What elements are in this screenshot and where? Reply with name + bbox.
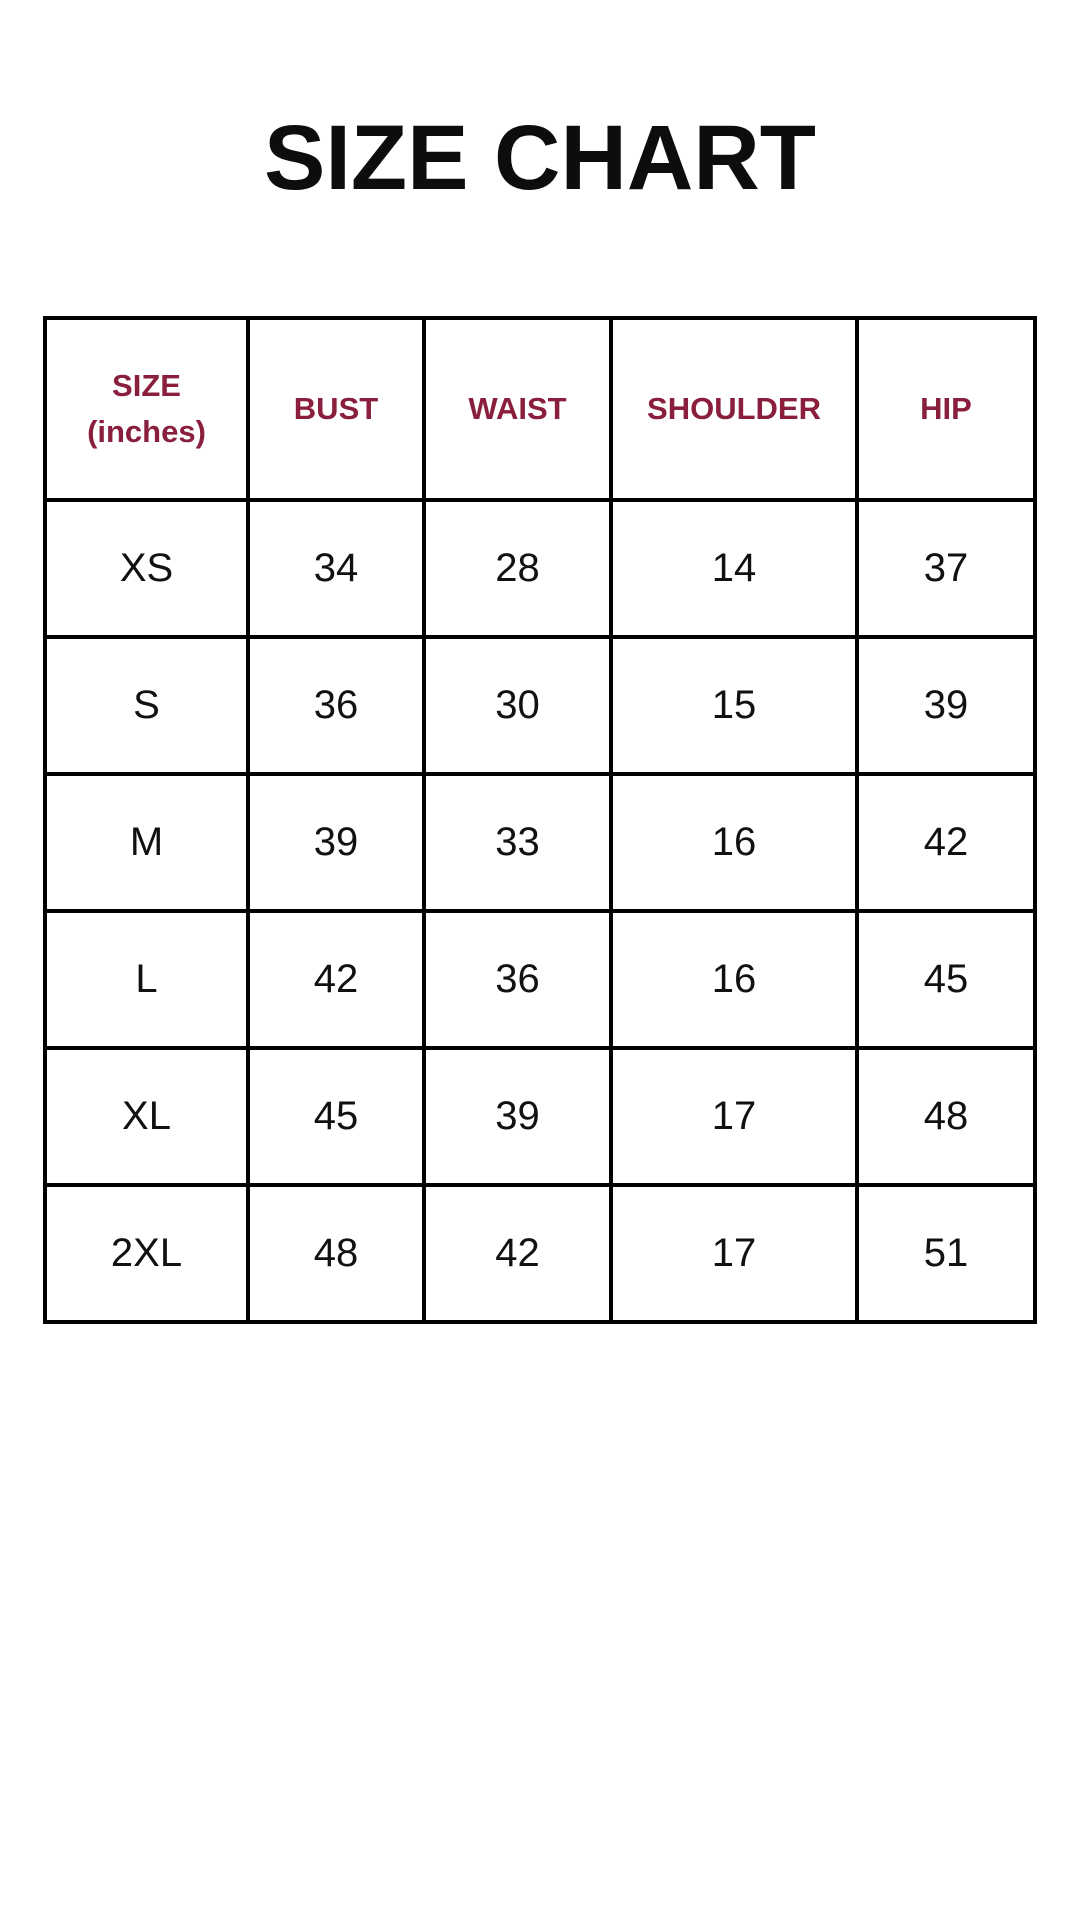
cell-shoulder: 15 — [611, 637, 857, 774]
page-title: SIZE CHART — [264, 107, 816, 209]
cell-hip: 37 — [857, 500, 1035, 637]
cell-bust: 42 — [248, 911, 424, 1048]
cell-hip: 45 — [857, 911, 1035, 1048]
cell-hip: 39 — [857, 637, 1035, 774]
header-cell-shoulder: SHOULDER — [611, 318, 857, 500]
header-cell-bust: BUST — [248, 318, 424, 500]
cell-shoulder: 17 — [611, 1185, 857, 1322]
cell-waist: 39 — [424, 1048, 611, 1185]
cell-size: 2XL — [45, 1185, 248, 1322]
header-cell-waist: WAIST — [424, 318, 611, 500]
size-chart-table — [43, 316, 1037, 1324]
cell-size: M — [45, 774, 248, 911]
cell-hip: 42 — [857, 774, 1035, 911]
cell-shoulder: 14 — [611, 500, 857, 637]
table-row-xl — [45, 1048, 1035, 1185]
table-row-m — [45, 774, 1035, 911]
cell-size: S — [45, 637, 248, 774]
header-cell-hip: HIP — [857, 318, 1035, 500]
cell-bust: 45 — [248, 1048, 424, 1185]
header-size-label: SIZE — [112, 367, 181, 403]
header-size-sublabel: (inches) — [87, 414, 206, 449]
header-row — [45, 318, 1035, 500]
cell-bust: 48 — [248, 1185, 424, 1322]
cell-size: XS — [45, 500, 248, 637]
cell-bust: 36 — [248, 637, 424, 774]
cell-bust: 39 — [248, 774, 424, 911]
header-cell-size — [45, 318, 248, 500]
table-row-xs — [45, 500, 1035, 637]
cell-waist: 36 — [424, 911, 611, 1048]
cell-shoulder: 16 — [611, 911, 857, 1048]
table-row-l — [45, 911, 1035, 1048]
cell-bust: 34 — [248, 500, 424, 637]
cell-size: L — [45, 911, 248, 1048]
cell-waist: 28 — [424, 500, 611, 637]
table-row-s — [45, 637, 1035, 774]
cell-shoulder: 16 — [611, 774, 857, 911]
cell-hip: 48 — [857, 1048, 1035, 1185]
cell-shoulder: 17 — [611, 1048, 857, 1185]
cell-size: XL — [45, 1048, 248, 1185]
cell-waist: 42 — [424, 1185, 611, 1322]
cell-waist: 33 — [424, 774, 611, 911]
table-row-2xl — [45, 1185, 1035, 1322]
cell-hip: 51 — [857, 1185, 1035, 1322]
cell-waist: 30 — [424, 637, 611, 774]
